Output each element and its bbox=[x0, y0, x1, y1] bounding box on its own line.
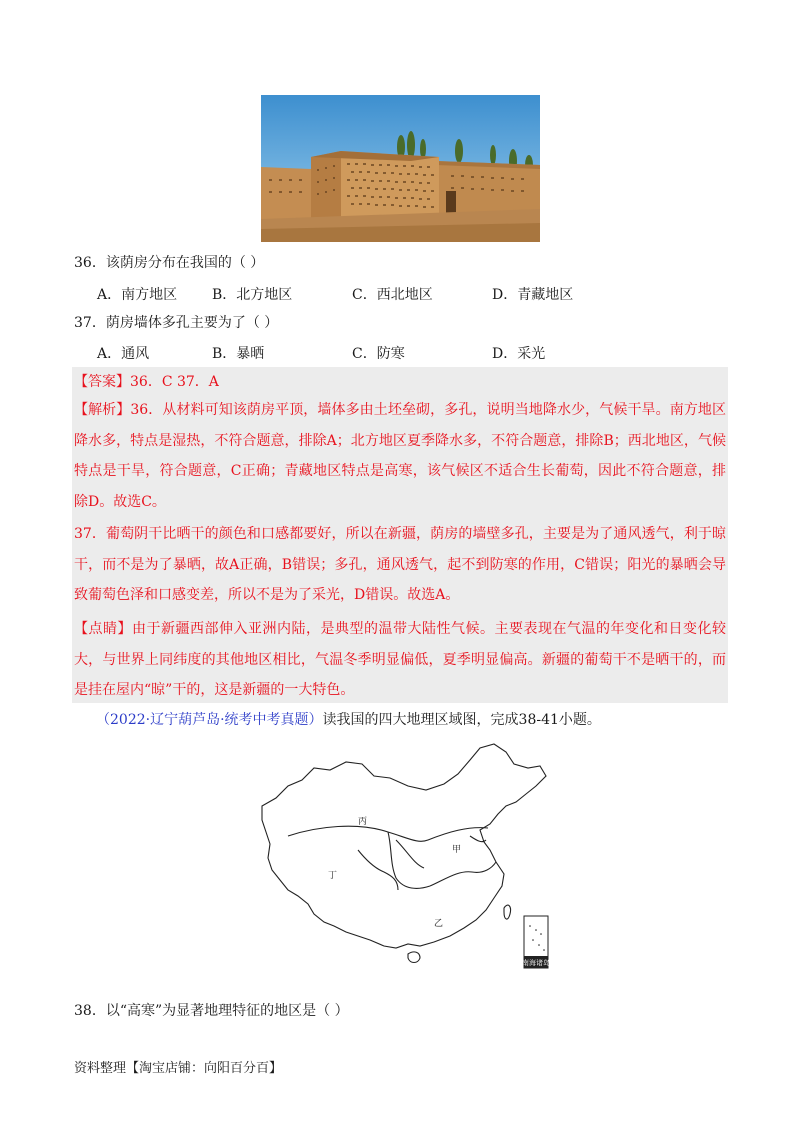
analysis-paragraph-36: 【解析】36．从材料可知该荫房平顶，墙体多由土坯垒砌，多孔，说明当地降水少，气候干旱。南方地区降水多，特点是湿热，不符合题意，排除A；北方地区夏季降水多，不符合题意，排除B；西北地区，气候特点是干旱，符合题意，C正确；青藏地区特点是高寒，该气候区不适合生长葡萄，因此不符合题意，排除D。故选C。 bbox=[74, 402, 726, 510]
map-question-intro bbox=[96, 710, 601, 730]
q37-option-c[interactable]: C．防寒 bbox=[352, 346, 405, 362]
region-label-jia: 甲 bbox=[452, 845, 462, 855]
key-point-paragraph: 【点睛】由于新疆西部伸入亚洲内陆，是典型的温带大陆性气候。主要表现在气温的年变化和日变化较大，与世界上同纬度的其他地区相比，气温冬季明显偏低，夏季明显偏高。新疆的葡萄干不是晒干的，而是挂在屋内“晾”干的，这是新疆的一大特色。 bbox=[74, 621, 726, 698]
china-regions-map bbox=[258, 740, 550, 972]
question-38-stem: 38．以“高寒”为显著地理特征的地区是（ ） bbox=[74, 1003, 349, 1019]
question-36-stem: 36．该荫房分布在我国的（ ） bbox=[74, 255, 265, 271]
drying-house-illustration bbox=[261, 95, 540, 242]
answer-line: 【答案】36．C 37．A bbox=[74, 374, 219, 390]
region-label-bing: 丙 bbox=[358, 817, 368, 827]
q36-option-d[interactable]: D．青藏地区 bbox=[492, 287, 574, 303]
grape-drying-house-photo bbox=[261, 95, 540, 242]
region-label-yi: 乙 bbox=[434, 919, 444, 929]
q37-option-b[interactable]: B．暴晒 bbox=[212, 346, 265, 362]
intro-text: 读我国的四大地理区域图，完成38-41小题。 bbox=[322, 712, 601, 728]
region-label-ding: 丁 bbox=[328, 871, 338, 881]
q36-option-a[interactable]: A．南方地区 bbox=[97, 287, 178, 303]
q37-option-d[interactable]: D．采光 bbox=[492, 346, 546, 362]
footer-source-note: 资料整理【淘宝店铺：向阳百分百】 bbox=[74, 1061, 283, 1076]
q36-option-b[interactable]: B．北方地区 bbox=[212, 287, 293, 303]
inset-label: 南海诸岛 bbox=[522, 959, 550, 967]
q36-option-c[interactable]: C．西北地区 bbox=[352, 287, 433, 303]
analysis-paragraph-37: 37．葡萄阴干比晒干的颜色和口感都要好，所以在新疆，荫房的墙壁多孔，主要是为了通风透气，利于晾干，而不是为了暴晒，故A正确，B错误；多孔，通风透气，起不到防寒的作用，C错误；阳光的暴晒会导致葡萄色泽和口感变差，所以不是为了采光，D错误。故选A。 bbox=[74, 526, 726, 603]
question-source: （2022·辽宁葫芦岛·统考中考真题） bbox=[96, 712, 323, 728]
china-outline-svg bbox=[258, 740, 550, 972]
q37-option-a[interactable]: A．通风 bbox=[97, 346, 150, 362]
question-37-stem: 37．荫房墙体多孔主要为了（ ） bbox=[74, 315, 279, 331]
